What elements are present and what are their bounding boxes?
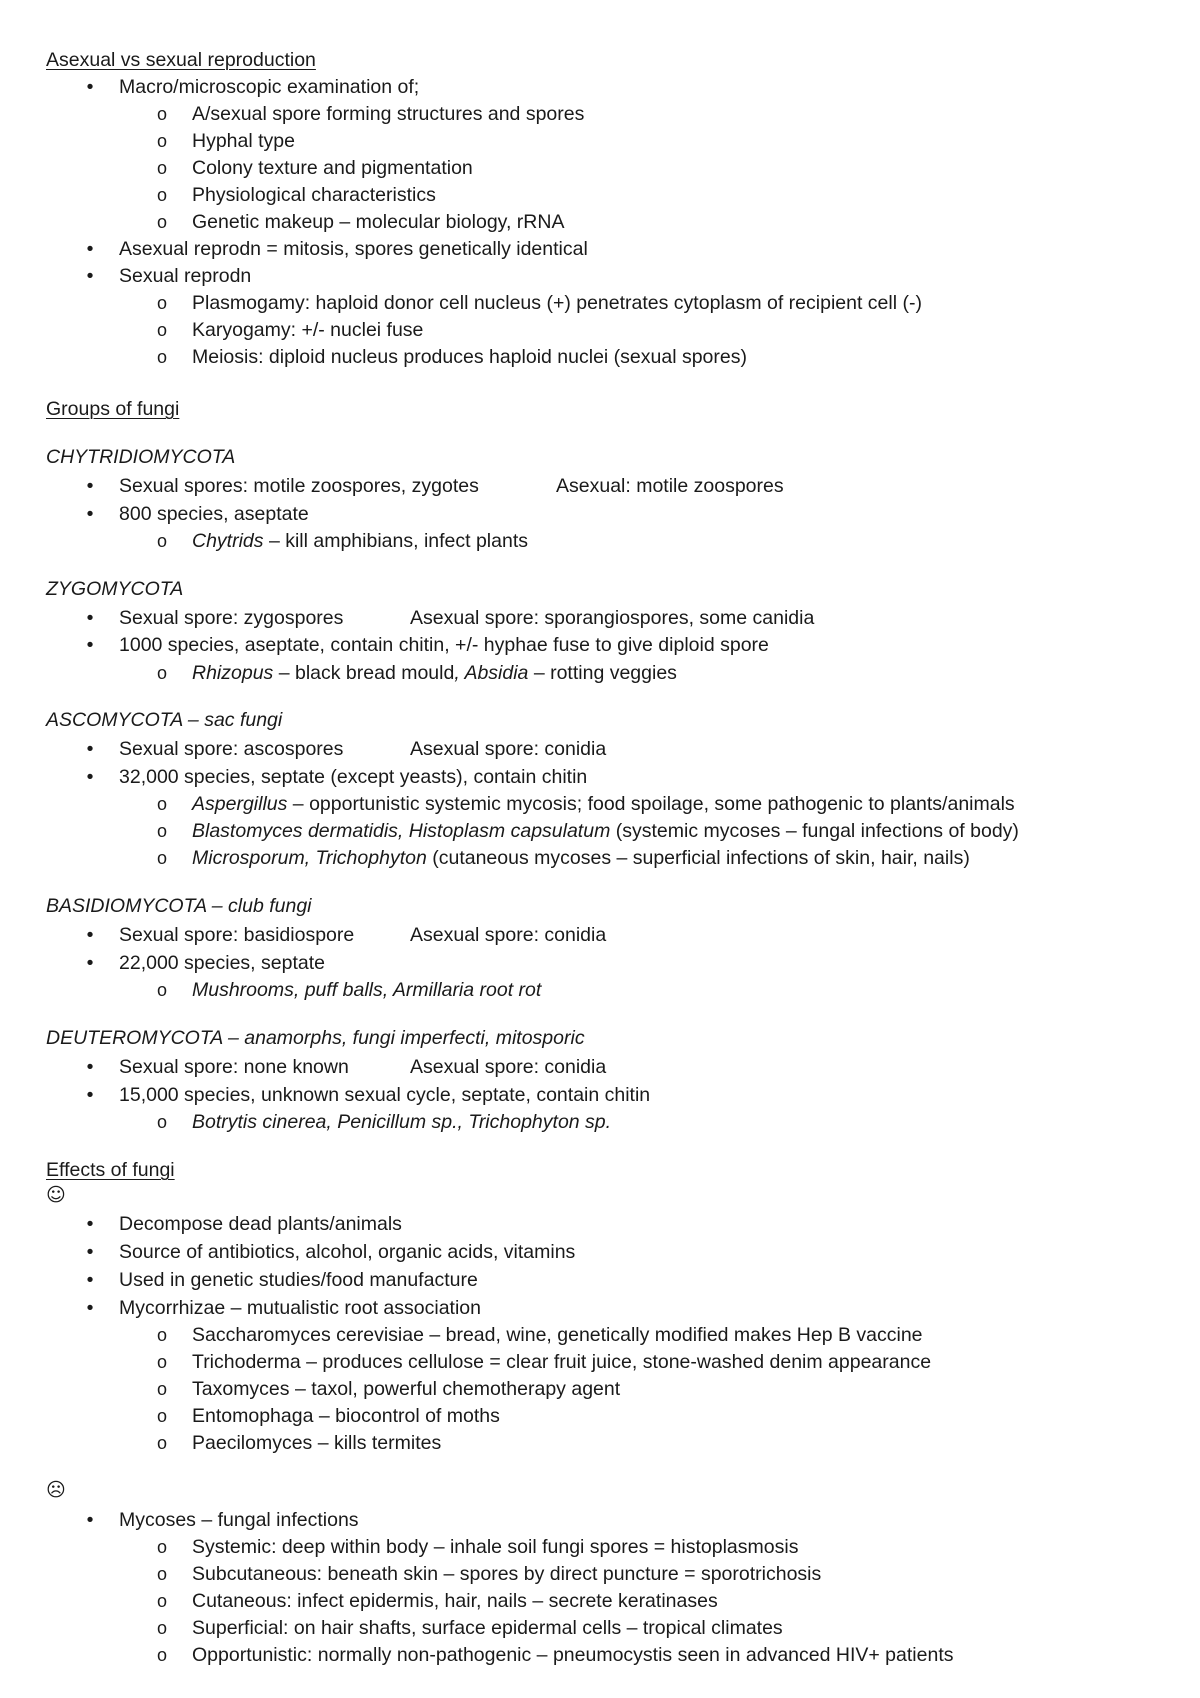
sub-bullet-marker: o xyxy=(156,1325,167,1345)
list-item-text: Mycoses – fungal infections xyxy=(119,1509,359,1531)
list-item-text: 32,000 species, septate (except yeasts), contain chitin xyxy=(119,766,588,788)
bullet-marker: • xyxy=(86,265,94,287)
group-title-basidiomycota: BASIDIOMYCOTA – club fungi xyxy=(46,895,312,917)
list-item-text: Decompose dead plants/animals xyxy=(119,1213,402,1235)
list-item-text: Asexual reprodn = mitosis, spores genetically identical xyxy=(119,238,588,260)
heading-groups-of-fungi: Groups of fungi xyxy=(46,398,180,420)
sub-bullet-marker: o xyxy=(156,320,167,340)
sub-bullet-marker: o xyxy=(156,1645,167,1665)
sub-list-item-text: Paecilomyces – kills termites xyxy=(192,1432,442,1454)
sub-bullet-marker: o xyxy=(156,1112,167,1132)
species-name: Microsporum, Trichophyton xyxy=(192,847,427,869)
sub-bullet-marker: o xyxy=(156,1564,167,1584)
bullet-marker: • xyxy=(86,634,94,656)
sub-bullet-marker: o xyxy=(156,1618,167,1638)
sub-list-item-text xyxy=(192,661,677,685)
sub-list-item-text: Genetic makeup – molecular biology, rRNA xyxy=(192,211,565,233)
list-item-text: Sexual reprodn xyxy=(119,265,252,287)
list-item-text: Sexual spore: ascospores xyxy=(119,738,344,760)
sub-bullet-marker: o xyxy=(156,104,167,124)
sub-list-item-text: Cutaneous: infect epidermis, hair, nails – secrete keratinases xyxy=(192,1590,718,1612)
sub-list-item-text: Mushrooms, puff balls, Armillaria root rot xyxy=(192,979,542,1001)
bullet-marker: • xyxy=(86,738,94,760)
sub-list-item-text: Systemic: deep within body – inhale soil fungi spores = histoplasmosis xyxy=(192,1536,799,1558)
species-note: – rotting veggies xyxy=(528,662,677,684)
list-item-text: Sexual spore: none known xyxy=(119,1056,349,1078)
sub-list-item-text xyxy=(192,792,1015,816)
group-title-ascomycota: ASCOMYCOTA – sac fungi xyxy=(46,709,283,731)
list-item-text-asexual: Asexual spore: sporangiospores, some canidia xyxy=(410,607,815,629)
bullet-marker: • xyxy=(86,1084,94,1106)
list-item-text: 800 species, aseptate xyxy=(119,503,309,525)
bullet-marker: • xyxy=(86,1241,94,1263)
sub-bullet-marker: o xyxy=(156,1379,167,1399)
bullet-marker: • xyxy=(86,924,94,946)
sub-list-item-text: A/sexual spore forming structures and spores xyxy=(192,103,585,125)
sub-bullet-marker: o xyxy=(156,1352,167,1372)
list-item-text: 15,000 species, unknown sexual cycle, septate, contain chitin xyxy=(119,1084,651,1106)
bullet-marker: • xyxy=(86,766,94,788)
list-item-text: 1000 species, aseptate, contain chitin, +/- hyphae fuse to give diploid spore xyxy=(119,634,769,656)
sub-list-item-text: Botrytis cinerea, Penicillum sp., Trichophyton sp. xyxy=(192,1111,612,1133)
species-note: (systemic mycoses – fungal infections of body) xyxy=(610,820,1019,842)
bullet-marker: • xyxy=(86,952,94,974)
sub-bullet-marker: o xyxy=(156,347,167,367)
bullet-marker: • xyxy=(86,1056,94,1078)
sub-bullet-marker: o xyxy=(156,1591,167,1611)
heading-effects-of-fungi: Effects of fungi xyxy=(46,1159,175,1181)
sub-list-item-text xyxy=(192,529,528,553)
list-item-text: Macro/microscopic examination of; xyxy=(119,76,420,98)
list-item-text: Sexual spore: basidiospore xyxy=(119,924,355,946)
sub-list-item-text: Karyogamy: +/- nuclei fuse xyxy=(192,319,424,341)
list-item-text: Mycorrhizae – mutualistic root association xyxy=(119,1297,481,1319)
species-name: , Absidia xyxy=(454,662,529,684)
sub-bullet-marker: o xyxy=(156,848,167,868)
sub-bullet-marker: o xyxy=(156,212,167,232)
sub-bullet-marker: o xyxy=(156,663,167,683)
species-name: Rhizopus xyxy=(192,662,274,684)
group-title-chytridiomycota: CHYTRIDIOMYCOTA xyxy=(46,446,236,468)
species-note: – black bread mould xyxy=(273,662,455,684)
bullet-marker: • xyxy=(86,503,94,525)
list-item-text: Used in genetic studies/food manufacture xyxy=(119,1269,478,1291)
sub-list-item-text xyxy=(192,846,970,870)
sub-bullet-marker: o xyxy=(156,1537,167,1557)
frown-face-icon: ☹ xyxy=(46,1479,66,1501)
bullet-marker: • xyxy=(86,1213,94,1235)
list-item-text-asexual: Asexual: motile zoospores xyxy=(556,475,784,497)
species-note: (cutaneous mycoses – superficial infections of skin, hair, nails) xyxy=(426,847,970,869)
sub-bullet-marker: o xyxy=(156,980,167,1000)
sub-list-item-text xyxy=(192,819,1019,843)
bullet-marker: • xyxy=(86,475,94,497)
bullet-marker: • xyxy=(86,238,94,260)
list-item-text: Sexual spore: zygospores xyxy=(119,607,344,629)
sub-list-item-text: Hyphal type xyxy=(192,130,295,152)
sub-list-item-text: Plasmogamy: haploid donor cell nucleus (+) penetrates cytoplasm of recipient cell (-) xyxy=(192,292,922,314)
list-item-text-asexual: Asexual spore: conidia xyxy=(410,1056,607,1078)
species-name: Chytrids xyxy=(192,530,264,552)
sub-list-item-text: Physiological characteristics xyxy=(192,184,436,206)
sub-bullet-marker: o xyxy=(156,1433,167,1453)
sub-bullet-marker: o xyxy=(156,1406,167,1426)
list-item-text-asexual: Asexual spore: conidia xyxy=(410,738,607,760)
sub-list-item-text: Opportunistic: normally non-pathogenic – pneumocystis seen in advanced HIV+ patients xyxy=(192,1644,954,1666)
list-item-text-asexual: Asexual spore: conidia xyxy=(410,924,607,946)
sub-list-item-text: Meiosis: diploid nucleus produces haploid nuclei (sexual spores) xyxy=(192,346,747,368)
list-item-text: 22,000 species, septate xyxy=(119,952,325,974)
sub-bullet-marker: o xyxy=(156,293,167,313)
sub-bullet-marker: o xyxy=(156,158,167,178)
sub-list-item-text: Taxomyces – taxol, powerful chemotherapy agent xyxy=(192,1378,621,1400)
sub-bullet-marker: o xyxy=(156,531,167,551)
sub-list-item-text: Colony texture and pigmentation xyxy=(192,157,473,179)
bullet-marker: • xyxy=(86,76,94,98)
sub-list-item-text: Subcutaneous: beneath skin – spores by direct puncture = sporotrichosis xyxy=(192,1563,822,1585)
species-note: – kill amphibians, infect plants xyxy=(263,530,528,552)
list-item-text: Source of antibiotics, alcohol, organic acids, vitamins xyxy=(119,1241,576,1263)
bullet-marker: • xyxy=(86,1509,94,1531)
bullet-marker: • xyxy=(86,607,94,629)
bullet-marker: • xyxy=(86,1269,94,1291)
group-title-deuteromycota: DEUTEROMYCOTA – anamorphs, fungi imperfecti, mitosporic xyxy=(46,1027,585,1049)
species-note: – opportunistic systemic mycosis; food spoilage, some pathogenic to plants/animals xyxy=(287,793,1015,815)
species-name: Blastomyces dermatidis, Histoplasm capsulatum xyxy=(192,820,611,842)
sub-bullet-marker: o xyxy=(156,821,167,841)
species-name: Aspergillus xyxy=(192,793,288,815)
heading-asexual-vs-sexual: Asexual vs sexual reproduction xyxy=(46,49,316,71)
sub-bullet-marker: o xyxy=(156,794,167,814)
group-title-zygomycota: ZYGOMYCOTA xyxy=(46,578,184,600)
sub-bullet-marker: o xyxy=(156,131,167,151)
sub-bullet-marker: o xyxy=(156,185,167,205)
sub-list-item-text: Saccharomyces cerevisiae – bread, wine, genetically modified makes Hep B vaccine xyxy=(192,1324,923,1346)
sub-list-item-text: Superficial: on hair shafts, surface epidermal cells – tropical climates xyxy=(192,1617,783,1639)
bullet-marker: • xyxy=(86,1297,94,1319)
sub-list-item-text: Entomophaga – biocontrol of moths xyxy=(192,1405,500,1427)
smiley-face-icon: ☺ xyxy=(46,1184,66,1206)
sub-list-item-text: Trichoderma – produces cellulose = clear fruit juice, stone-washed denim appearance xyxy=(192,1351,932,1373)
list-item-text: Sexual spores: motile zoospores, zygotes xyxy=(119,475,479,497)
